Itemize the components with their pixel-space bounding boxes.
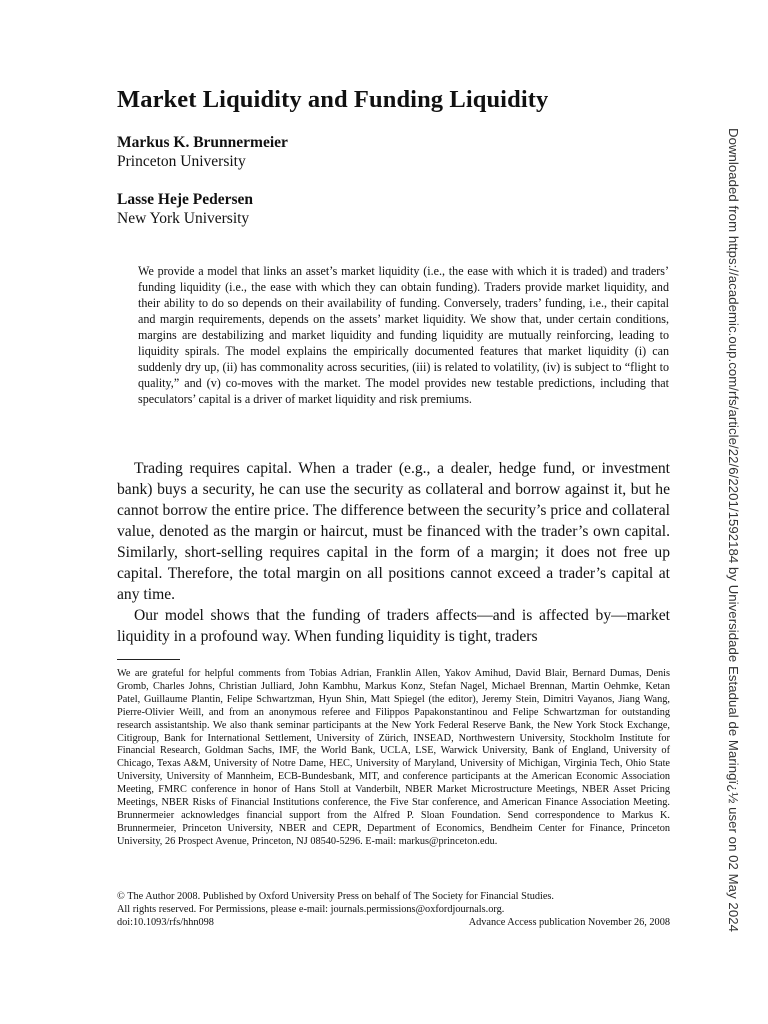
abstract: We provide a model that links an asset’s market liquidity (i.e., the ease with which it is traded) and traders’ funding liquidity (i.e., the ease with which they can obtain funding). Traders provide market liquidity, and their ability to do so depends on their availability of funding. Conversely, traders’ funding, i.e., their capital and margin requirements, depends on the assets’ market liquidity. We show that, under certain conditions, margins are destabilizing and market liquidity and funding liquidity are mutually reinforcing, leading to liquidity spirals. The model explains the empirically documented features that market liquidity (i) can suddenly dry up, (ii) has commonality across securities, (iii) is related to volatility, (iv) is subject to “flight to quality,” and (v) co-moves with the market. The model provides new testable predictions, including that speculators’ capital is a driver of market liquidity and risk premiums. <box>138 264 669 406</box>
download-watermark <box>722 128 742 932</box>
permissions-line: All rights reserved. For Permissions, please e-mail: journals.permissions@oxfordjournals.org. <box>117 903 505 915</box>
acknowledgements-footnote: We are grateful for helpful comments from Tobias Adrian, Franklin Allen, Yakov Amihud, David Blair, Bernard Dumas, Denis Gromb, Charles Johns, Christian Julliard, John Kambhu, Markus Konz, Stefan Nagel, Michael Brennan, Martin Oehmke, Ketan Patel, Guillaume Plantin, Felipe Schwartzman, Hyun Shin, Matt Spiegel (the editor), Jeremy Stein, Dimitri Vayanos, Jiang Wang, Pierre-Olivier Weill, and from an anonymous referee and Filippos Papakonstantinou and Felipe Schwartzman for outstanding research assistantship. We also thank seminar participants at the New York Federal Reserve Bank, the New York Stock Exchange, Citigroup, Bank for International Settlement, University of Zürich, INSEAD, Northwestern University, Stockholm Institute for Financial Research, Goldman Sachs, IMF, the World Bank, UCLA, LSE, Warwick University, Bank of England, University of Chicago, Texas A&M, University of Notre Dame, HEC, University of Maryland, University of Michigan, Virginia Tech, Ohio State University, University of Mannheim, ECB-Bundesbank, MIT, and conference participants at the American Economic Association Meeting, FMRC conference in honor of Hans Stoll at Vanderbilt, NBER Market Microstructure Meetings, NBER Asset Pricing Meetings, NBER Risks of Financial Institutions conference, the Five Star conference, and American Finance Association Meeting. Brunnermeier acknowledges financial support from the Alfred P. Sloan Foundation. Send correspondence to Markus K. Brunnermeier, Princeton University, NBER and CEPR, Department of Economics, Bendheim Center for Finance, Princeton University, 26 Prospect Avenue, Princeton, NJ 08540-5296. E-mail: markus@princeton.edu. <box>117 668 670 847</box>
author-affiliation: Princeton University <box>117 153 246 170</box>
author-name: Markus K. Brunnermeier <box>117 134 288 151</box>
doi-row <box>117 917 670 930</box>
download-watermark-text: Downloaded from https://academic.oup.com/rfs/article/22/6/2201/1592184 by Universidade Estadual de Maringï¿½ user on 02 May 2024 <box>726 128 741 932</box>
author-name: Lasse Heje Pedersen <box>117 191 254 208</box>
author-affiliation: New York University <box>117 210 250 227</box>
doi: doi:10.1093/rfs/hhn098 <box>117 916 214 928</box>
author-block <box>117 133 288 171</box>
advance-access-date: Advance Access publication November 26, 2008 <box>468 916 670 928</box>
author-block <box>117 190 253 228</box>
copyright-block <box>117 891 670 930</box>
body-paragraph: Trading requires capital. When a trader (e.g., a dealer, hedge fund, or investment bank) buys a security, he can use the security as collateral and borrow against it, but he cannot borrow the entire price. The difference between the security’s price and collateral value, denoted as the margin or haircut, must be financed with the trader’s own capital. Similarly, short-selling requires capital in the form of a margin; it does not free up capital. Therefore, the total margin on all positions cannot exceed a trader’s capital at any time. <box>117 460 670 603</box>
body-text <box>117 458 670 647</box>
body-paragraph: Our model shows that the funding of traders affects—and is affected by—market liquidity in a profound way. When funding liquidity is tight, traders <box>117 607 670 645</box>
copyright-line: © The Author 2008. Published by Oxford University Press on behalf of The Society for Financial Studies. <box>117 891 554 902</box>
footnote-rule <box>117 659 180 660</box>
paper-title: Market Liquidity and Funding Liquidity <box>117 86 549 113</box>
